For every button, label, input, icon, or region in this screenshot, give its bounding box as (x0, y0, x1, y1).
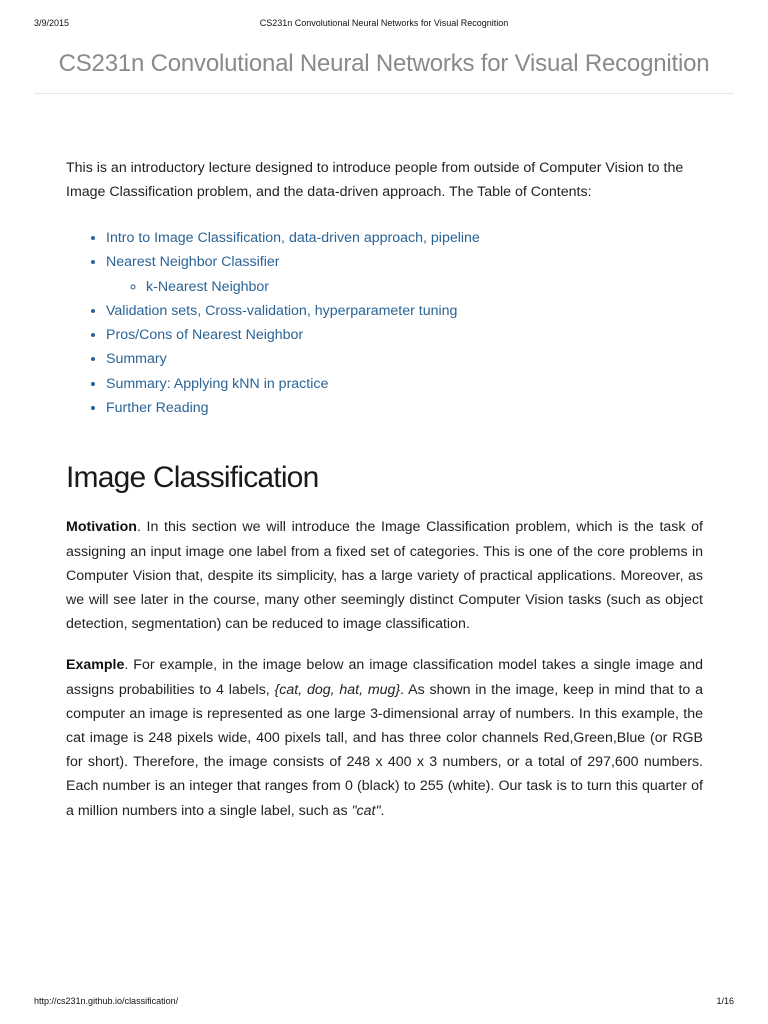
main-content (66, 156, 703, 823)
table-of-contents (66, 226, 703, 420)
print-date: 3/9/2015 (34, 18, 70, 28)
example-text-2: . As shown in the image, keep in mind that to a computer an image is represented as one large 3-dimensional array of numbers. In this example, the cat image is 248 pixels wide, 400 pixels tall, and has three color channels Red,Green,Blue (or RGB for short). Therefore, the image consists of 248 x 400 x 3 numbers, or a total of 297,600 numbers. Each number is an integer that ranges from 0 (black) to 255 (white). Our task is to turn this quarter of a million numbers into a single label, such as (66, 681, 703, 819)
example-cat-label: "cat" (351, 802, 381, 819)
print-header (34, 18, 734, 32)
toc-item (106, 299, 703, 323)
section-heading: Image Classification (66, 461, 319, 495)
print-document-title: CS231n Convolutional Neural Networks for Visual Recognition (259, 18, 509, 28)
toc-subitem (146, 275, 703, 299)
toc-link-validation[interactable]: Validation sets, Cross-validation, hyperparameter tuning (106, 302, 458, 319)
motivation-text: . In this section we will introduce the Image Classification problem, which is the task of assigning an input image one label from a fixed set of categories. This is one of the core problems in Computer Vision that, despite its simplicity, has a large variety of practical applications. Moreover, as we will see later in the course, many other seemingly distinct Computer Vision tasks (such as object detection, segmentation) can be reduced to image classification. (66, 519, 703, 633)
motivation-paragraph (66, 515, 703, 636)
toc-item (106, 372, 703, 396)
toc-sublist (106, 275, 703, 299)
intro-paragraph: This is an introductory lecture designed to introduce people from outside of Computer Vision to the Image Classification problem, and the data-driven approach. The Table of Contents: (66, 160, 684, 200)
example-labels-set: {cat, dog, hat, mug} (274, 681, 401, 698)
toc-item (106, 396, 703, 420)
toc-link-nearest-neighbor[interactable]: Nearest Neighbor Classifier (106, 254, 280, 271)
site-title[interactable]: CS231n Convolutional Neural Networks for Visual Recognition (58, 50, 710, 77)
toc-link-knn[interactable]: k-Nearest Neighbor (146, 278, 270, 295)
example-label: Example (66, 657, 125, 674)
example-text-3: . (380, 802, 385, 819)
toc-link-intro[interactable]: Intro to Image Classification, data-driven approach, pipeline (106, 230, 480, 246)
toc-item (106, 347, 703, 371)
toc-link-summary-knn[interactable]: Summary: Applying kNN in practice (106, 375, 329, 392)
toc-link-pros-cons[interactable]: Pros/Cons of Nearest Neighbor (106, 327, 304, 344)
toc-link-further-reading[interactable]: Further Reading (106, 400, 209, 417)
motivation-label: Motivation (66, 519, 137, 536)
title-divider (34, 93, 734, 94)
example-text-1: . For example, in the image below an image classification model takes a single image and assigns probabilities to 4 labels, (66, 657, 703, 698)
toc-item (106, 226, 703, 250)
toc-link-summary[interactable]: Summary (106, 351, 167, 368)
toc-item (106, 250, 703, 299)
example-paragraph (66, 653, 703, 822)
toc-item (106, 323, 703, 347)
page-number: 1/16 (716, 996, 734, 1006)
print-url: http://cs231n.github.io/classification/ (34, 996, 179, 1006)
print-footer (34, 996, 734, 1010)
